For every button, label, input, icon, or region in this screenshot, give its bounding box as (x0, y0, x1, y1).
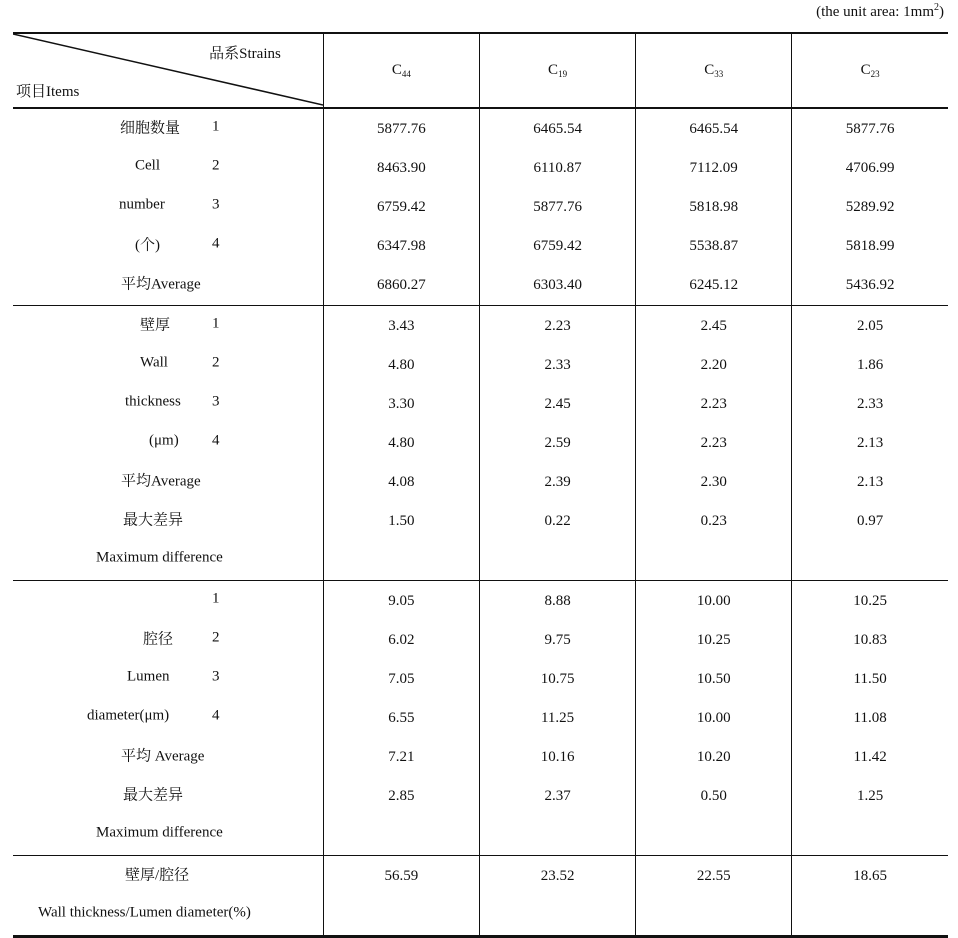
item-name: 平均Average (121, 276, 201, 293)
value-cell: 0.50 (636, 777, 792, 816)
item-label-cell (13, 502, 323, 541)
table-row (13, 188, 948, 227)
sample-number: 4 (212, 235, 220, 252)
table-row (13, 896, 948, 937)
item-label-cell (13, 266, 323, 306)
item-name: 最大差异 (123, 787, 184, 804)
item-name: 壁厚 (140, 317, 171, 333)
item-label-cell (13, 188, 323, 227)
item-label (13, 461, 323, 500)
value-cell: 6.02 (323, 621, 479, 660)
item-label-cell (13, 227, 323, 266)
item-label (13, 619, 323, 658)
item-label (13, 500, 323, 539)
table-row (13, 777, 948, 816)
value-cell: 6303.40 (479, 266, 635, 306)
table-row (13, 385, 948, 424)
item-name: Wall (140, 354, 168, 371)
item-label (13, 264, 323, 303)
table-row (13, 541, 948, 581)
item-label-cell (13, 738, 323, 777)
item-name: 平均 Average (121, 748, 205, 765)
diagonal-header-cell (13, 33, 323, 108)
strain-header-c23: $C_{23}$ (792, 33, 948, 108)
item-name: (μm) (149, 432, 179, 449)
item-name: 最大差异 (123, 512, 184, 529)
value-cell: 5877.76 (792, 108, 948, 149)
value-cell: 6347.98 (323, 227, 479, 266)
row-group (13, 108, 948, 306)
sample-number: 2 (212, 629, 220, 646)
item-name: 平均Average (121, 473, 201, 490)
table-row (13, 816, 948, 856)
table-row (13, 424, 948, 463)
value-cell: 11.08 (792, 699, 948, 738)
sample-number: 4 (212, 707, 220, 724)
value-cell: 0.97 (792, 502, 948, 541)
value-cell (636, 816, 792, 856)
value-cell: 11.42 (792, 738, 948, 777)
item-label-cell (13, 541, 323, 581)
row-group (13, 581, 948, 856)
row-group (13, 306, 948, 581)
value-cell (792, 896, 948, 937)
value-cell: 56.59 (323, 856, 479, 897)
table-row (13, 227, 948, 266)
item-name: 壁厚/腔径 (125, 867, 190, 883)
table-row (13, 149, 948, 188)
value-cell (479, 816, 635, 856)
value-cell: 8463.90 (323, 149, 479, 188)
value-cell: 3.43 (323, 306, 479, 347)
sample-number: 3 (212, 393, 220, 410)
item-name: thickness (125, 393, 181, 410)
value-cell: 4706.99 (792, 149, 948, 188)
table-row (13, 856, 948, 897)
value-cell: 10.50 (636, 660, 792, 699)
value-cell: 9.75 (479, 621, 635, 660)
value-cell: 6465.54 (479, 108, 635, 149)
item-name: Cell (135, 157, 160, 174)
table-row (13, 108, 948, 149)
value-cell: 4.80 (323, 424, 479, 463)
table-row (13, 738, 948, 777)
items-header-label: 项目Items (16, 84, 80, 100)
item-label (13, 894, 323, 933)
value-cell (636, 541, 792, 581)
table-row (13, 463, 948, 502)
item-label (13, 579, 323, 619)
value-cell: 6110.87 (479, 149, 635, 188)
value-cell: 0.22 (479, 502, 635, 541)
value-cell: 5877.76 (479, 188, 635, 227)
value-cell: 2.59 (479, 424, 635, 463)
value-cell: 18.65 (792, 856, 948, 897)
value-cell: 5289.92 (792, 188, 948, 227)
item-label-cell (13, 463, 323, 502)
item-label (13, 539, 323, 578)
unit-note-text: (the unit area: 1mm (816, 4, 934, 20)
value-cell: 2.23 (636, 424, 792, 463)
value-cell: 2.45 (479, 385, 635, 424)
value-cell: 6759.42 (323, 188, 479, 227)
value-cell: 8.88 (479, 581, 635, 622)
value-cell: 6860.27 (323, 266, 479, 306)
value-cell: 1.50 (323, 502, 479, 541)
strain-header-c19: $C_{19}$ (479, 33, 635, 108)
unit-note-close: ) (939, 4, 944, 20)
value-cell: 10.00 (636, 699, 792, 738)
sample-number: 2 (212, 157, 220, 174)
item-label-cell (13, 621, 323, 660)
value-cell: 2.33 (479, 346, 635, 385)
value-cell: 22.55 (636, 856, 792, 897)
value-cell: 2.37 (479, 777, 635, 816)
value-cell (323, 816, 479, 856)
value-cell: 7112.09 (636, 149, 792, 188)
table-row (13, 346, 948, 385)
value-cell: 10.20 (636, 738, 792, 777)
sample-number: 2 (212, 354, 220, 371)
item-name: Maximum difference (96, 549, 223, 566)
item-label (13, 304, 323, 344)
value-cell: 11.50 (792, 660, 948, 699)
value-cell: 6.55 (323, 699, 479, 738)
value-cell: 6245.12 (636, 266, 792, 306)
value-cell: 4.08 (323, 463, 479, 502)
item-label-cell (13, 149, 323, 188)
item-label (13, 736, 323, 775)
value-cell: 10.83 (792, 621, 948, 660)
item-label-cell (13, 777, 323, 816)
item-name: 细胞数量 (120, 120, 181, 136)
value-cell: 2.20 (636, 346, 792, 385)
value-cell: 6759.42 (479, 227, 635, 266)
item-label-cell (13, 896, 323, 937)
strain-header-c33: $C_{33}$ (636, 33, 792, 108)
value-cell (323, 896, 479, 937)
value-cell: 6465.54 (636, 108, 792, 149)
item-label (13, 697, 323, 736)
header-row (13, 33, 948, 108)
sample-number: 1 (212, 590, 220, 606)
strain-header-c44: $C_{44}$ (323, 33, 479, 108)
sample-number: 1 (212, 118, 220, 134)
item-label-cell (13, 424, 323, 463)
value-cell: 7.21 (323, 738, 479, 777)
value-cell: 10.00 (636, 581, 792, 622)
item-name: number (119, 196, 165, 213)
sample-number: 4 (212, 432, 220, 449)
table-row (13, 502, 948, 541)
strain-measurement-table (13, 32, 948, 938)
item-label (13, 225, 323, 264)
row-group (13, 856, 948, 937)
item-label (13, 775, 323, 814)
item-label (13, 658, 323, 697)
value-cell (479, 896, 635, 937)
item-label (13, 147, 323, 186)
value-cell (792, 541, 948, 581)
value-cell: 7.05 (323, 660, 479, 699)
item-label-cell (13, 346, 323, 385)
item-label (13, 186, 323, 225)
table-row (13, 699, 948, 738)
value-cell: 2.45 (636, 306, 792, 347)
strains-header-label: 品系Strains (209, 46, 281, 62)
item-label-cell (13, 385, 323, 424)
value-cell: 9.05 (323, 581, 479, 622)
value-cell: 2.13 (792, 424, 948, 463)
value-cell: 10.16 (479, 738, 635, 777)
item-label-cell (13, 856, 323, 897)
item-name: (个) (135, 237, 160, 254)
value-cell: 5818.98 (636, 188, 792, 227)
value-cell (636, 896, 792, 937)
item-label (13, 854, 323, 894)
table-row (13, 621, 948, 660)
unit-note-superscript: 2 (934, 2, 939, 13)
value-cell (323, 541, 479, 581)
value-cell: 11.25 (479, 699, 635, 738)
sample-number: 3 (212, 196, 220, 213)
item-label-cell (13, 699, 323, 738)
item-label-cell (13, 581, 323, 622)
value-cell: 5877.76 (323, 108, 479, 149)
item-label (13, 422, 323, 461)
value-cell: 10.75 (479, 660, 635, 699)
sample-number: 1 (212, 315, 220, 331)
value-cell: 5436.92 (792, 266, 948, 306)
value-cell: 2.23 (636, 385, 792, 424)
value-cell: 10.25 (636, 621, 792, 660)
value-cell: 1.25 (792, 777, 948, 816)
value-cell: 0.23 (636, 502, 792, 541)
value-cell: 2.05 (792, 306, 948, 347)
item-label (13, 107, 323, 147)
item-name: diameter(μm) (87, 707, 170, 724)
value-cell: 5538.87 (636, 227, 792, 266)
value-cell: 2.13 (792, 463, 948, 502)
value-cell: 10.25 (792, 581, 948, 622)
value-cell: 3.30 (323, 385, 479, 424)
value-cell: 5818.99 (792, 227, 948, 266)
value-cell: 2.30 (636, 463, 792, 502)
item-label-cell (13, 306, 323, 347)
value-cell: 2.39 (479, 463, 635, 502)
unit-area-note (816, 2, 944, 21)
value-cell: 2.85 (323, 777, 479, 816)
value-cell: 2.33 (792, 385, 948, 424)
item-name: Lumen (127, 668, 170, 685)
item-label (13, 344, 323, 383)
item-label-cell (13, 108, 323, 149)
item-label-cell (13, 660, 323, 699)
table-row (13, 306, 948, 347)
table-row (13, 660, 948, 699)
table-row (13, 266, 948, 306)
value-cell: 4.80 (323, 346, 479, 385)
value-cell (792, 816, 948, 856)
item-label-cell (13, 816, 323, 856)
value-cell: 1.86 (792, 346, 948, 385)
item-label (13, 383, 323, 422)
value-cell: 23.52 (479, 856, 635, 897)
sample-number: 3 (212, 668, 220, 685)
value-cell: 2.23 (479, 306, 635, 347)
value-cell (479, 541, 635, 581)
item-name: Wall thickness/Lumen diameter(%) (38, 904, 251, 921)
item-name: 腔径 (143, 631, 174, 648)
table-row (13, 581, 948, 622)
item-name: Maximum difference (96, 824, 223, 841)
item-label (13, 814, 323, 853)
